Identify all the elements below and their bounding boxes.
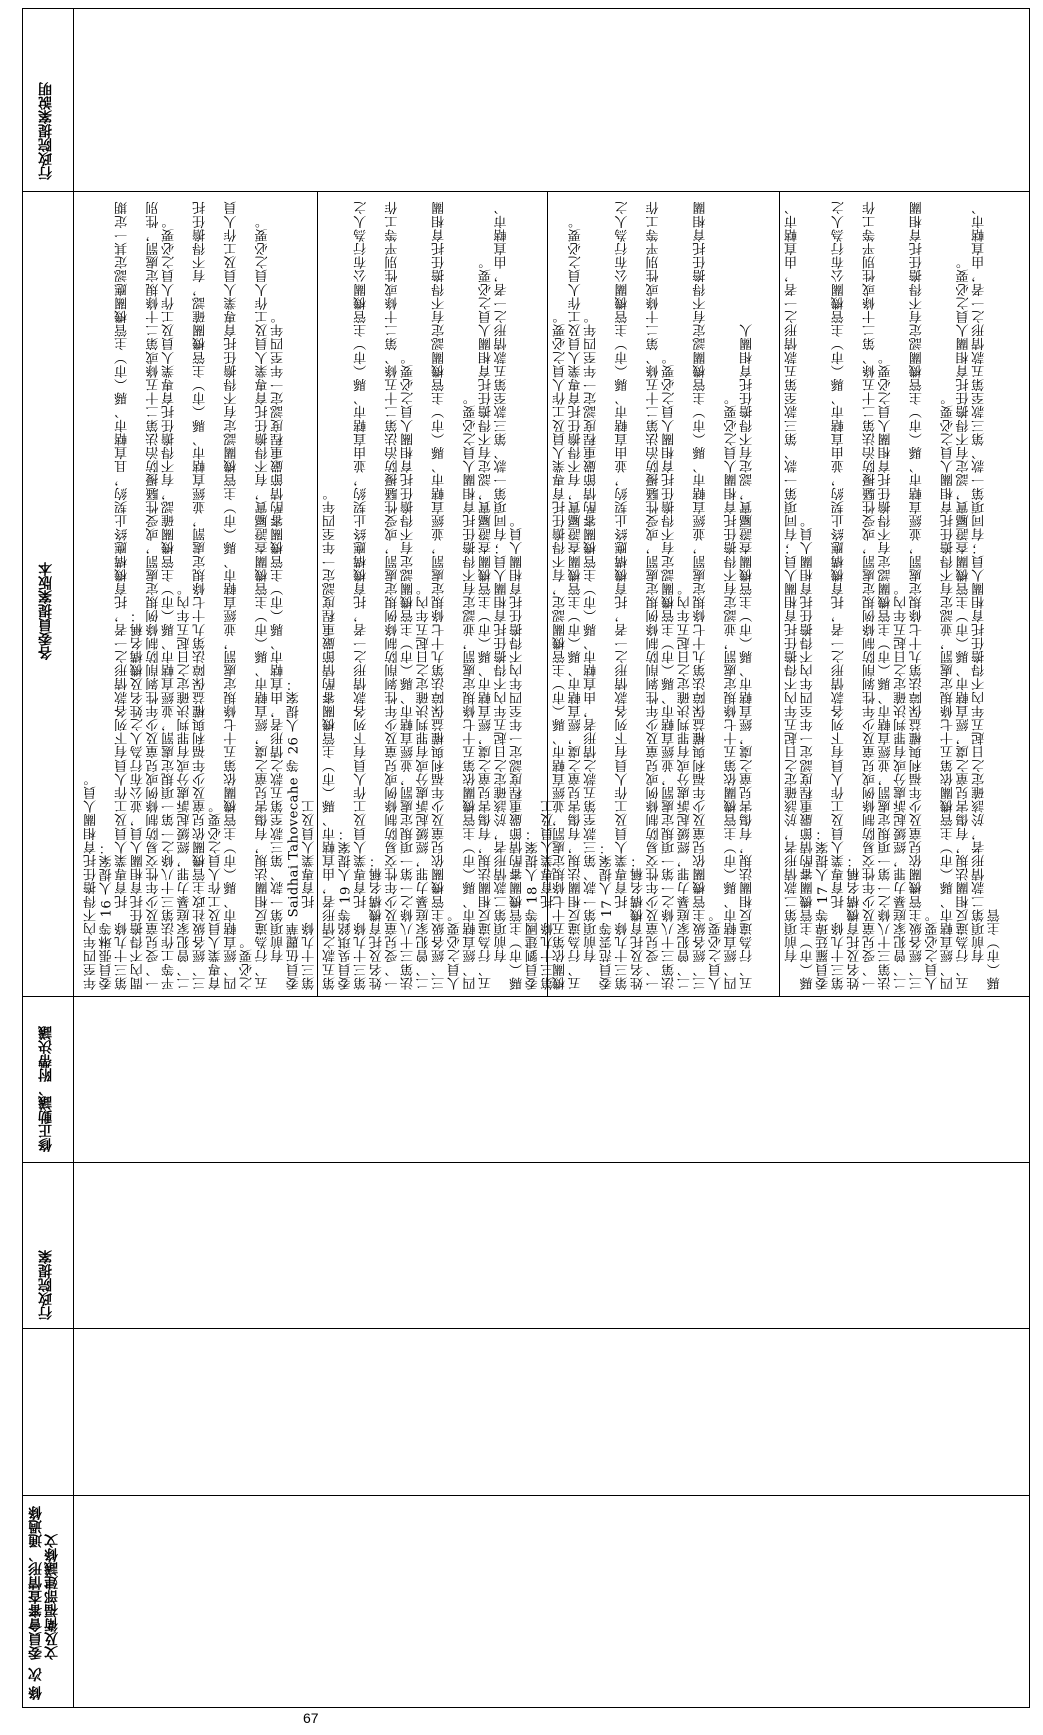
divider-article: [22, 1495, 1030, 1496]
divider-executive: [22, 1162, 1030, 1163]
proposal-column-1: 年至四年內不得擔任托育相關人員。 委員張琳等 16 人提案： 第三十九條 托育專業人員及工作人員有下列各款情形之一者，托育機構應終止契約，且直轄市、縣（市）主管機關應認定其一定期間內不得擔任托育相關人員，並公布行為人之姓名及機構名稱： 一、受兒童及少年性交易防制條例或兒童及少年性剝削防制條例規定處罰，或受性騷擾防治法第二十五條或第二十條規定處罰，性別平等工作法第三十八條之一第一項規定處罰，並經直轄市、縣（市）主管機關確認，有不得擔任托育專業人員及工作人員之必要。 二、曾犯家庭暴力罪，經緩起訴處分或有罪判決確定之日起五年內。 三、經各級社政主管機關依兒童及少年福利與權益保障法第九十七條規定處罰，並經直轄市、縣（市）主管機關確認，有不得擔任托育專業人員及工作人員之必要。 四、經直轄市、縣（市）主管機關依第五十七條規定處罰，並經直轄市、縣（市）主管機關認定有不得擔任托育專業人員及工作人員之必要。 五、行為違反相關法規，有傷害兒童之虞，經直轄市、縣（市）主管機關查證屬實，有不得擔任托育專業人員及工作人員之必要。 有前項第一款、第三款至第五款之情形者，由直轄市、縣（市）主管機關審酌情節嚴重程度認定一年至四年。 委員伍麗華 Saidhai Tahovecahe 等 26 人提案： 第三十九條 托育專業人員及工: [84, 201, 318, 990]
header-executive: 行政院提案: [38, 1250, 54, 1320]
proposal-column-3: 機關依第五十七條規定處罰，並經直轄市、縣（市）主管機關認定，有不得擔任托育專業人員及工作人員之必要。 五、行為違反相關法規，有傷害兒童之虞，經直轄市、縣（市）主管機關查證屬實，有不得擔任托育專業人員及工作人員之必要。 有前項第一款、第三款至第五款之情形者，由直轄市、縣（市）主管機關審酌情節嚴重程度認定一年至四年。 委員范雲等 17 人提案： 第三十九條 托育專業人員及工作人員有下列各款情形之一者，托育機構應終止契約，並由直轄市、縣（市）主管機關公布行為人之姓名及托育機構名稱： 一、受兒童及少年性交易防制條例或兒童及少年性剝削防制條例規定處罰，或受性騷擾防治法第二十五條、第二十條或性別平等工作法第三十八條之一第一項規定處罰，並經直轄市、縣（市）主管機關認定有不得擔任托育相關人員之必要。 二、曾犯家庭暴力罪，經緩起訴處分或有罪判決確定之日起五年內。 三、經各級主管機關依兒童及少年福利與權益保障法第九十七條規定處罰，並經直轄市、縣（市）主管機關認定有不得擔任托育相關人員之必要。 四、經直轄市、縣（市）主管機關依第五十七條規定處罰，並認定有不得擔任托育相關人員之必要。 五、行為違反相關法規，有傷害兒童之虞，經直轄市、縣（市）主管機關查證屬實，認定有不得擔任托育相關人: [553, 201, 756, 990]
divider-proposals: [22, 191, 1030, 192]
divider-amendment: [22, 996, 1030, 997]
header-amendment: 修正動議、附帶決議: [38, 1026, 54, 1152]
header-proposals: 各委員提案版本: [38, 562, 54, 660]
divider-committee: [22, 1328, 1030, 1329]
header-article: 條 次: [28, 1667, 44, 1700]
header-explanation: 行政院提案說明: [38, 82, 54, 180]
header-row-divider: [73, 8, 74, 1708]
header-committee: 委員會審查情形、通過條 文及衛福部建議條文: [28, 1506, 60, 1660]
proposal-column-2: 第五款之情形者，由直轄市、縣（市）主管機關審酌情節嚴重程度認定一年至四年。 委員吳琪銘等 19 人提案： 第三十九條 托育專業人員及工作人員有下列各款情形之一者，托育機構應終止契約，並由直轄市、縣（市）主管機關公布行為人之姓名及托育機構名稱： 一、受兒童及少年性交易防制條例或兒童及少年性剝削防制條例規定處罰，或受性騷擾防治法第二十五條、第二十條或性別平等工作法第三十八條之一第一項規定處罰，並經直轄市、縣（市）主管機關認定有不得擔任托育相關人員之必要。 二、曾犯家庭暴力罪，經緩起訴處分或有罪判決確定之日起五年內。 三、經各級主管機關依兒童及少年福利與權益保障法第九十七條規定處罰，並經直轄市、縣（市）主管機關認定有不得擔任托育相關人員之必要。 四、經直轄市、縣（市）主管機關依第五十七條規定處罰，並認定有不得擔任托育相關人員之必要。 五、行為違反相關法規，有傷害兒童之虞，經直轄市、縣（市）主管機關查證屬實，認定有不得擔任托育相關人員之必要。 有前項第二款情形者，於該確定之日起五年內不得擔任托育相關人員；有同項第一款、第三款至第五款情形之一者，由直轄市、縣（市）主管機關審酌情節嚴重程度認定一年至四年內不得擔任托育相關人員。 委員劉建國等 18 人提案： 第三十九條 托育專業人員及工: [323, 201, 557, 990]
proposal-column-4: 有前項第二款情形者，於該確定之日起五年內不得擔任托育相關人員；有同項第一款、第三款至第五款情形之一者，由直轄市、縣（市）主管機關審酌情節嚴重程度認定一年至四年內不得擔任托育相關人員。 委員羅廷瑋等 17 人提案： 第三十九條 托育專業人員及工作人員有下列各款情形之一者，托育機構應終止契約，並由直轄市、縣（市）主管機關公布行為人之姓名及托育機構名稱： 一、受兒童及少年性交易防制條例或兒童及少年性剝削防制條例規定處罰，或受性騷擾防治法第二十五條、第二十條或性別平等工作法第三十八條之一第一項規定處罰，並經直轄市、縣（市）主管機關認定有不得擔任托育相關人員之必要。 二、曾犯家庭暴力罪，經緩起訴處分或有罪判決確定之日起五年內。 三、經各級主管機關依兒童及少年福利與權益保障法第九十七條規定處罰，並經直轄市、縣（市）主管機關認定有不得擔任托育相關人員之必要。 四、經直轄市、縣（市）主管機關依第五十七條規定處罰，並認定有不得擔任托育相關人員之必要。 五、行為違反相關法規，有傷害兒童之虞，經直轄市、縣（市）主管機關查證屬實，認定有不得擔任托育相關人員之必要。 有前項第二款情形者，於該確定之日起五年內不得擔任托育相關人員；有同項第一款、第三款至第五款情形之一者，由直轄市、縣（市）主管: [785, 201, 1003, 990]
page-number: 67: [303, 1710, 319, 1726]
proposal-divider-3: [779, 191, 780, 996]
